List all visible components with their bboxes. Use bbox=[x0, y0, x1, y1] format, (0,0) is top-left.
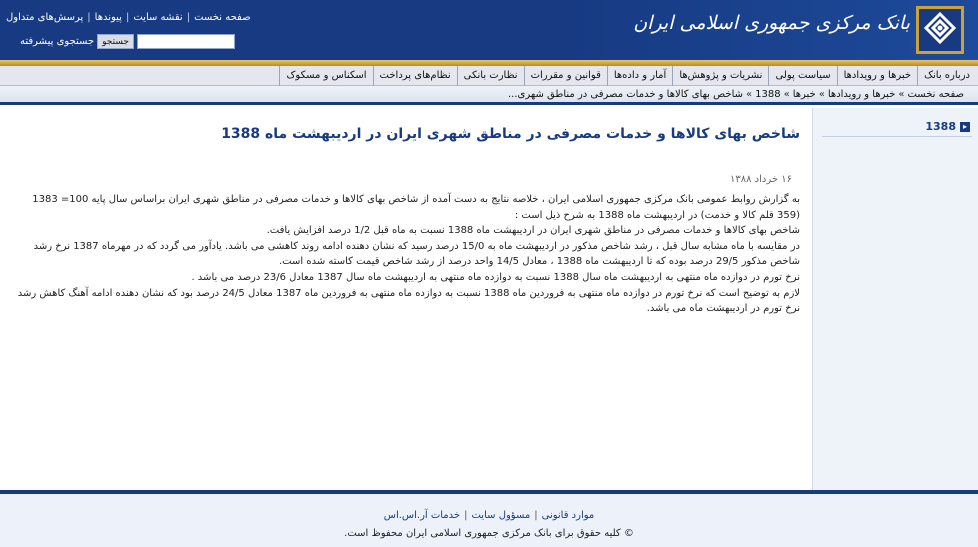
article-title: شاخص بهای کالاها و خدمات مصرفی در مناطق شهری ایران در اردیبهشت ماه 1388 bbox=[221, 126, 800, 142]
nav-item-about[interactable]: درباره بانک bbox=[917, 66, 970, 86]
article-paragraph: نرخ تورم در دوازده ماه منتهی به اردیبهشت ماه سال 1388 نسبت به دوازده ماه منتهی به اردیبهشت ماه سال 1387 معادل 23/6 درصد می باشد . bbox=[191, 271, 800, 283]
breadcrumb-current: شاخص بهای کالاها و خدمات مصرفی در مناطق شهری... bbox=[508, 89, 743, 100]
nav-item-supervision[interactable]: نظارت بانکی bbox=[457, 66, 524, 86]
breadcrumb-bar bbox=[0, 86, 978, 105]
search-button[interactable]: جستجو bbox=[97, 34, 134, 49]
sidebar-item-1388[interactable] bbox=[925, 120, 970, 133]
article-paragraph: شاخص بهای کالاها و خدمات مصرفی در مناطق شهری ایران در اردیبهشت ماه 1388 نسبت به ماه قبل 1/2 درصد افزایش یافت. bbox=[266, 225, 800, 237]
nav-item-publications[interactable]: نشریات و پژوهش‌ها bbox=[672, 66, 768, 86]
sidebar-item-label: 1388 bbox=[925, 120, 956, 133]
article-paragraph: در مقایسه با ماه مشابه سال قبل ، رشد شاخص مذکور در اردیبهشت ماه به 15/0 درصد رسید که نشان دهنده ادامه روند کاهشی می باشد. یادآور می گردد که در مهرماه 1387 نرخ رشد شاخص مذکور 29/5 درصد بوده که تا اردیبهشت ماه 1388 ، معادل 14/5 واحد درصد از رشد شاخص قیمت کاسته شده است. bbox=[33, 240, 800, 268]
article-paragraph: لازم به توضیح است که نرخ تورم در دوازده ماه منتهی به فروردین ماه 1388 نسبت به دوازده ماه منتهی به فروردین ماه 1387 معادل 24/5 درصد بود که نشان دهنده ادامه آهنگ کاهش رشد نرخ تورم در اردیبهشت ماه می باشد. bbox=[17, 287, 800, 315]
nav-item-payment-systems[interactable]: نظام‌های پرداخت bbox=[373, 66, 457, 86]
nav-item-statistics[interactable]: آمار و داده‌ها bbox=[607, 66, 672, 86]
breadcrumb-home[interactable]: صفحه نخست bbox=[907, 89, 964, 100]
copyright-text: © کلیه حقوق برای بانک مرکزی جمهوری اسلامی ایران محفوظ است. bbox=[344, 528, 634, 539]
footer-link-rss[interactable]: خدمات آر.اس.اس bbox=[383, 510, 461, 521]
sidebar bbox=[812, 108, 978, 490]
top-links: صفحه نخست|نقشه سایت|پیوندها|پرسش‌های متداول bbox=[6, 12, 251, 23]
top-link-faq[interactable]: پرسش‌های متداول bbox=[6, 12, 84, 23]
nav-item-banknotes[interactable]: اسکناس و مسکوک bbox=[279, 66, 372, 86]
bank-logo-icon[interactable] bbox=[916, 6, 964, 54]
nav-item-monetary-policy[interactable]: سیاست پولی bbox=[768, 66, 836, 86]
nav-item-laws[interactable]: قوانین و مقررات bbox=[524, 66, 607, 86]
breadcrumb-news-events[interactable]: خبرها و رویدادها bbox=[827, 89, 896, 100]
site-logo-text[interactable]: بانک مرکزی جمهوری اسلامی ایران bbox=[633, 12, 910, 34]
breadcrumb: صفحه نخست»خبرها و رویدادها»خبرها»1388»شاخص بهای کالاها و خدمات مصرفی در مناطق شهری... bbox=[508, 89, 964, 100]
article-date: ۱۶ خرداد ۱۳۸۸ bbox=[730, 174, 792, 185]
footer-link-legal[interactable]: موارد قانونی bbox=[541, 510, 595, 521]
footer-links: موارد قانونی|مسؤول سایت|خدمات آر.اس.اس bbox=[383, 510, 595, 521]
sidebar-divider bbox=[822, 136, 972, 137]
nav-item-news[interactable]: خبرها و رویدادها bbox=[837, 66, 917, 86]
article-paragraph: به گزارش روابط عمومی بانک مرکزی جمهوری اسلامی ایران ، خلاصه نتایج به دست آمده از شاخص بهای کالاها و خدمات مصرفی در مناطق شهری ایران براساس سال پایه 100= 1383 (359 قلم کالا و خدمت) در اردیبهشت ماه 1388 به شرح ذیل است : bbox=[32, 194, 800, 221]
top-link-home[interactable]: صفحه نخست bbox=[194, 12, 251, 23]
site-footer bbox=[0, 494, 978, 547]
site-header bbox=[0, 0, 978, 60]
article-body bbox=[10, 192, 800, 317]
breadcrumb-year[interactable]: 1388 bbox=[755, 89, 781, 100]
main-nav bbox=[0, 66, 978, 86]
top-link-links[interactable]: پیوندها bbox=[94, 12, 122, 23]
search-row bbox=[16, 34, 235, 49]
breadcrumb-news[interactable]: خبرها bbox=[792, 89, 816, 100]
search-input[interactable] bbox=[137, 34, 235, 49]
footer-link-webmaster[interactable]: مسؤول سایت bbox=[471, 510, 531, 521]
top-link-sitemap[interactable]: نقشه سایت bbox=[133, 12, 183, 23]
advanced-search-link[interactable]: جستجوی پیشرفته bbox=[20, 36, 95, 47]
arrow-right-icon: ▸ bbox=[960, 122, 970, 132]
